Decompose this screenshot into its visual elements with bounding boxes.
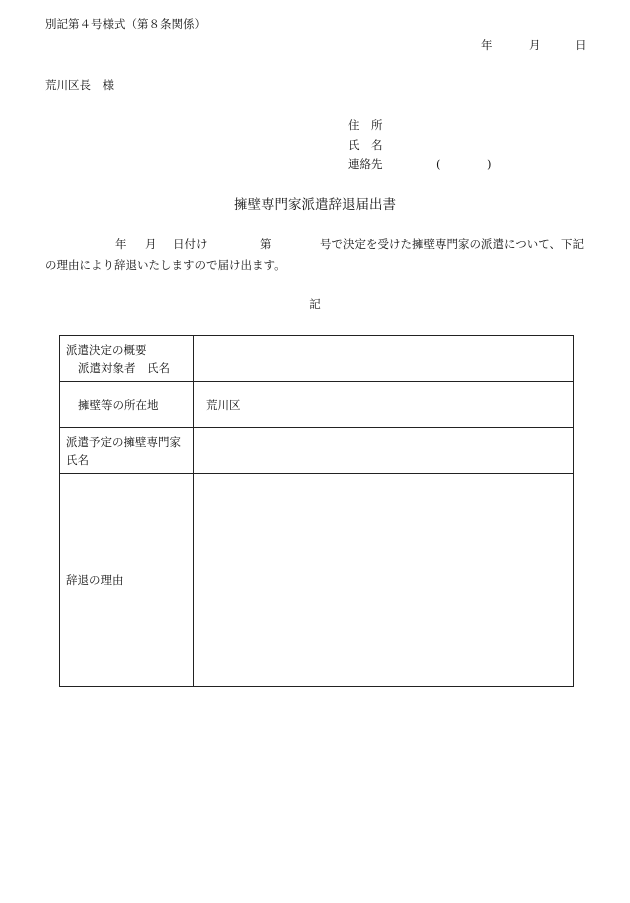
row-label-expert <box>60 428 194 474</box>
label-planned-expert: 派遣予定の擁壁専門家 <box>66 434 181 449</box>
body-year-label: 年 <box>115 237 127 251</box>
body-line1-text: 号で決定を受けた擁壁専門家の派遣について、下記 <box>320 237 585 251</box>
date-day-label: 日 <box>575 38 587 52</box>
table-row <box>60 428 574 474</box>
expert-name-field[interactable] <box>194 428 574 474</box>
reason-field[interactable] <box>194 474 574 687</box>
row-label-dispatch-summary <box>60 336 194 382</box>
label-retaining-wall-location: 擁壁等の所在地 <box>78 397 159 412</box>
document-title: 擁壁専門家派遣辞退届出書 <box>234 197 396 213</box>
body-dated-label: 日付け <box>173 237 208 251</box>
date-year-label: 年 <box>481 38 493 52</box>
label-dispatch-target-name: 派遣対象者 氏名 <box>78 360 170 375</box>
contact-paren-close: ) <box>487 157 492 171</box>
row-label-location <box>60 382 194 428</box>
table-row <box>60 382 574 428</box>
label-expert-name: 氏名 <box>66 452 89 467</box>
body-month-label: 月 <box>145 237 157 251</box>
label-dispatch-summary: 派遣決定の概要 <box>66 342 147 357</box>
target-name-field[interactable] <box>194 336 574 382</box>
applicant-address-label: 住 所 <box>348 118 383 132</box>
contact-paren-open: ( <box>436 157 441 171</box>
label-withdrawal-reason: 辞退の理由 <box>66 573 124 587</box>
table-row <box>60 336 574 382</box>
table-row <box>60 474 574 687</box>
body-text-line-2: の理由により辞退いたしますので届け出ます。 <box>45 258 286 272</box>
ki-heading: 記 <box>309 297 321 311</box>
date-month-label: 月 <box>529 38 541 52</box>
form-number-label: 別記第４号様式（第８条関係） <box>45 17 206 31</box>
location-field[interactable]: 荒川区 <box>194 382 574 428</box>
applicant-contact-label: 連絡先 <box>348 157 383 171</box>
addressee: 荒川区長 様 <box>45 78 114 92</box>
applicant-name-label: 氏 名 <box>348 138 383 152</box>
detail-table <box>59 335 574 687</box>
body-number-prefix: 第 <box>260 237 272 251</box>
row-label-reason <box>60 474 194 687</box>
